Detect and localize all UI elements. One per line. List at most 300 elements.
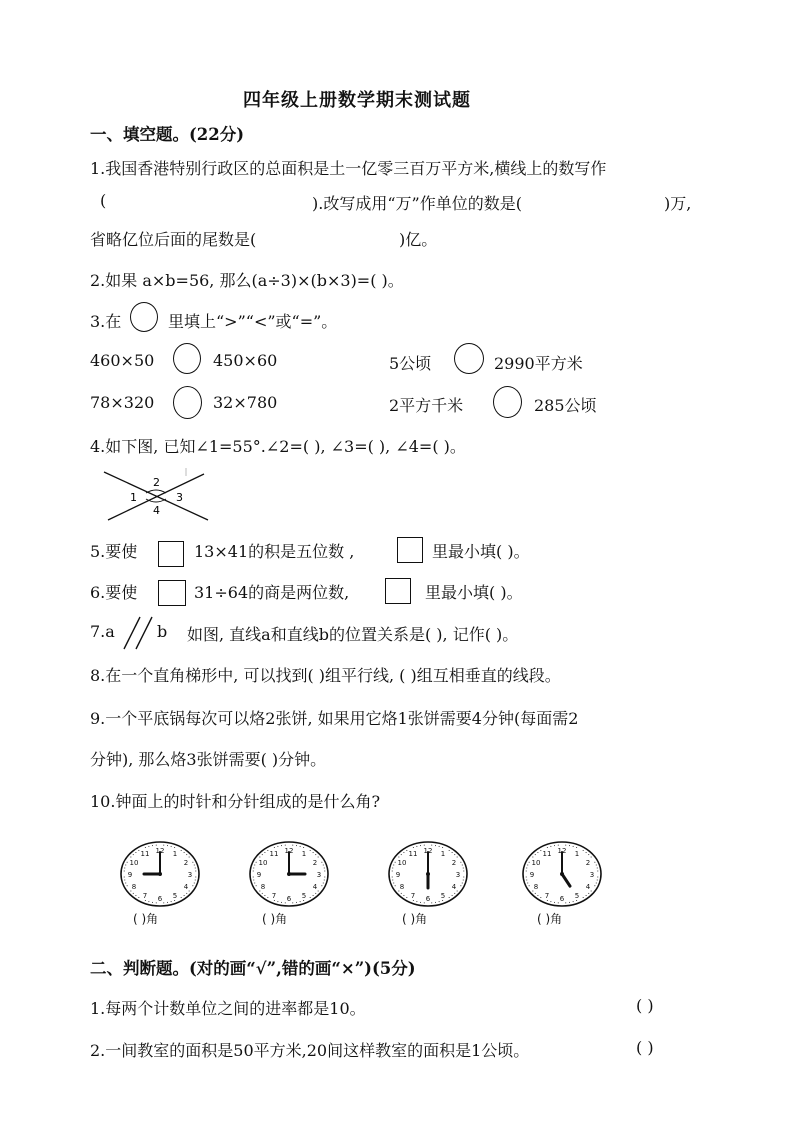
clock-tick (449, 850, 450, 851)
clock-numeral: 1 (440, 850, 446, 859)
clock-tick (431, 902, 432, 903)
clock-tick (439, 846, 440, 847)
question-4: 4.如下图, 已知∠1=55°.∠2=( ), ∠3=( ), ∠4=( )。 (90, 437, 466, 456)
clock-tick (296, 902, 297, 903)
clock-tick (254, 865, 255, 866)
clock-tick (277, 901, 278, 902)
question-6-prefix: 6.要使 (90, 583, 138, 602)
clock-tick (300, 846, 301, 847)
clock-tick (537, 895, 538, 896)
clock-tick (439, 901, 440, 902)
section-heading-fill-blanks: 一、填空题。(22分) (90, 125, 245, 144)
question-1-line-2: ).改写成用“万”作单位的数是( (312, 194, 522, 213)
clock-numeral: 9 (395, 871, 401, 879)
clock-tick (124, 880, 125, 881)
clock-tick (321, 862, 322, 863)
clock-tick (393, 865, 394, 866)
clock-tick (313, 852, 314, 853)
clock-numeral: 2 (585, 859, 591, 867)
clock-tick (138, 897, 139, 898)
clock-numeral: 6 (559, 895, 565, 903)
clock-tick (184, 895, 185, 896)
clock-tick (573, 846, 574, 847)
clock-tick (256, 862, 257, 863)
clock-tick (274, 847, 275, 848)
clock-numeral: 3 (187, 871, 193, 879)
clock-tick (310, 850, 311, 851)
question-7-a: 7.a (90, 622, 115, 641)
clock-tick (583, 897, 584, 898)
clock-tick (264, 852, 265, 853)
clock-tick (420, 902, 421, 903)
judge-item-1-answer[interactable]: ( ) (636, 996, 654, 1015)
clock-tick (392, 870, 393, 871)
question-5-middle: 13×41的积是五位数 , (194, 542, 355, 561)
question-8: 8.在一个直角梯形中, 可以找到( )组平行线, ( )组互相垂直的线段。 (90, 666, 561, 685)
clock-tick (442, 900, 443, 901)
clock-tick (310, 897, 311, 898)
clock-numeral: 9 (256, 871, 262, 879)
clock-tick (413, 847, 414, 848)
question-2: 2.如果 a×b=56, 那么(a÷3)×(b×3)=( )。 (90, 271, 404, 290)
compare-circle-example (130, 302, 158, 332)
clock-tick (537, 852, 538, 853)
clock-tick (195, 877, 196, 878)
clock-tick (431, 845, 432, 846)
clock-numeral: 2 (183, 859, 189, 867)
clock-row (0, 830, 794, 930)
clock-tick (463, 867, 464, 868)
clock-tick (535, 893, 536, 894)
clock-tick (532, 856, 533, 857)
clock-tick (124, 870, 125, 871)
clock-tick (554, 845, 555, 846)
question-6-suffix: 里最小填( )。 (425, 583, 523, 602)
clock-tick (181, 897, 182, 898)
clock-tick (526, 877, 527, 878)
clock-tick (547, 900, 548, 901)
question-10: 10.钟面上的时针和分针组成的是什么角? (90, 792, 381, 811)
judge-item-1: 1.每两个计数单位之间的进率都是10。 (90, 999, 366, 1018)
clock-numeral: 7 (271, 891, 277, 900)
clock-tick (532, 891, 533, 892)
clock-tick (594, 862, 595, 863)
clock-tick (460, 862, 461, 863)
clock-tick (130, 856, 131, 857)
compare-4-circle[interactable] (493, 386, 522, 418)
clock-center (287, 872, 291, 876)
parallel-lines-figure (122, 615, 156, 651)
clock-tick (424, 902, 425, 903)
question-7-b: b (157, 622, 168, 641)
clock-tick (323, 865, 324, 866)
clock-numeral: 3 (316, 871, 322, 879)
clock-tick (189, 856, 190, 857)
question-5-box-1[interactable] (158, 541, 184, 567)
clock-tick (416, 846, 417, 847)
clock-tick (324, 870, 325, 871)
clock-2-label: ( )角 (262, 912, 288, 926)
clock-numeral: 12 (284, 847, 294, 855)
clock-tick (300, 901, 301, 902)
clock-numeral: 7 (142, 891, 148, 900)
clock-tick (189, 891, 190, 892)
clock-numeral: 9 (529, 871, 535, 879)
clock-tick (285, 902, 286, 903)
clock-tick (535, 854, 536, 855)
clock-tick (315, 854, 316, 855)
clock-tick (406, 897, 407, 898)
clock-tick (591, 856, 592, 857)
compare-3-circle[interactable] (173, 386, 202, 419)
clock-tick (145, 847, 146, 848)
clock-1-label: ( )角 (133, 912, 159, 926)
clock-tick (576, 847, 577, 848)
clock-tick (281, 845, 282, 846)
clock-tick (594, 885, 595, 886)
angle-figure (100, 468, 220, 528)
clock-numeral: 12 (423, 847, 433, 855)
clock-tick (540, 850, 541, 851)
clock-tick (460, 885, 461, 886)
clock-tick (195, 870, 196, 871)
angle-label-4: 4 (153, 504, 160, 517)
question-6-box-1[interactable] (158, 580, 186, 606)
angle-label-2: 2 (153, 476, 160, 489)
clock-tick (462, 865, 463, 866)
clock-tick (597, 867, 598, 868)
clock-tick (133, 854, 134, 855)
clock-numeral: 4 (312, 883, 318, 891)
clock-numeral: 6 (286, 895, 292, 903)
clock-tick (267, 850, 268, 851)
clock-tick (323, 882, 324, 883)
clock-tick (285, 845, 286, 846)
question-5-box-2[interactable] (397, 537, 423, 563)
clock-tick (588, 854, 589, 855)
question-3-instruction: 里填上“>”“<”或“=”。 (168, 312, 338, 331)
compare-4-right: 285公顷 (534, 396, 597, 415)
clock-tick (148, 901, 149, 902)
clock-tick (194, 882, 195, 883)
clock-tick (413, 900, 414, 901)
clock-tick (186, 854, 187, 855)
clock-tick (163, 845, 164, 846)
clock-numeral: 7 (544, 891, 550, 900)
clock-tick (586, 895, 587, 896)
clock-4-label: ( )角 (537, 912, 563, 926)
clock-numeral: 11 (408, 850, 418, 859)
clock-numeral: 11 (140, 850, 150, 859)
clock-tick (124, 867, 125, 868)
clock-1 (117, 838, 203, 910)
clock-tick (253, 877, 254, 878)
clock-numeral: 6 (425, 895, 431, 903)
clock-tick (569, 845, 570, 846)
clock-tick (403, 895, 404, 896)
clock-tick (277, 846, 278, 847)
clock-tick (463, 870, 464, 871)
clock-tick (125, 865, 126, 866)
question-9-line-2: 分钟), 那么烙3张饼需要( )分钟。 (90, 750, 327, 769)
clock-2 (246, 838, 332, 910)
clock-tick (550, 846, 551, 847)
clock-tick (588, 893, 589, 894)
clock-tick (130, 891, 131, 892)
clock-tick (398, 891, 399, 892)
clock-numeral: 8 (399, 883, 405, 891)
clock-center (426, 872, 430, 876)
question-5-prefix: 5.要使 (90, 542, 138, 561)
question-3-prefix: 3.在 (90, 312, 122, 331)
question-9-line-1: 9.一个平底锅每次可以烙2张饼, 如果用它烙1张饼需要4分钟(每面需2 (90, 709, 579, 728)
clock-numeral: 8 (260, 883, 266, 891)
clock-tick (292, 902, 293, 903)
clock-tick (318, 891, 319, 892)
compare-3-right: 32×780 (213, 393, 278, 412)
clock-numeral: 6 (157, 895, 163, 903)
clock-tick (127, 885, 128, 886)
clock-tick (558, 845, 559, 846)
compare-1-right: 450×60 (213, 351, 278, 370)
question-1-line-1: 1.我国香港特别行政区的总面积是土一亿零三百万平方米,横线上的数写作 (90, 159, 607, 178)
clock-tick (527, 882, 528, 883)
judge-item-2-answer[interactable]: ( ) (636, 1038, 654, 1057)
clock-center (158, 872, 162, 876)
clock-tick (435, 845, 436, 846)
clock-tick (171, 846, 172, 847)
clock-tick (540, 897, 541, 898)
clock-numeral: 11 (269, 850, 279, 859)
clock-3-label: ( )角 (402, 912, 428, 926)
clock-tick (253, 880, 254, 881)
clock-tick (313, 895, 314, 896)
clock-tick (454, 893, 455, 894)
clock-tick (527, 865, 528, 866)
clock-tick (124, 877, 125, 878)
clock-numeral: 10 (397, 859, 407, 867)
clock-numeral: 1 (574, 850, 580, 859)
clock-numeral: 2 (312, 859, 318, 867)
clock-tick (573, 901, 574, 902)
angle-label-3: 3 (176, 491, 183, 504)
clock-tick (152, 902, 153, 903)
clock-tick (324, 877, 325, 878)
clock-tick (452, 852, 453, 853)
clock-tick (401, 854, 402, 855)
clock-tick (420, 845, 421, 846)
clock-tick (454, 854, 455, 855)
clock-tick (424, 845, 425, 846)
clock-tick (583, 850, 584, 851)
clock-tick (171, 901, 172, 902)
clock-numeral: 1 (301, 850, 307, 859)
clock-tick (303, 900, 304, 901)
clock-numeral: 10 (531, 859, 541, 867)
clock-tick (462, 882, 463, 883)
clock-tick (303, 847, 304, 848)
clock-tick (292, 845, 293, 846)
clock-tick (565, 902, 566, 903)
clock-tick (597, 870, 598, 871)
clock-tick (565, 845, 566, 846)
clock-tick (195, 880, 196, 881)
clock-tick (318, 856, 319, 857)
clock-tick (463, 877, 464, 878)
clock-numeral: 9 (127, 871, 133, 879)
clock-tick (256, 885, 257, 886)
clock-numeral: 12 (557, 847, 567, 855)
question-1-paren-open: ( (100, 191, 107, 210)
clock-tick (296, 845, 297, 846)
clock-center (560, 872, 564, 876)
clock-tick (133, 893, 134, 894)
clock-tick (392, 880, 393, 881)
clock-numeral: 10 (129, 859, 139, 867)
question-1-line-2-end: )万, (664, 194, 692, 213)
clock-tick (262, 854, 263, 855)
clock-numeral: 8 (533, 883, 539, 891)
clock-tick (167, 845, 168, 846)
clock-tick (253, 870, 254, 871)
clock-numeral: 8 (131, 883, 137, 891)
clock-numeral: 5 (574, 891, 580, 900)
question-1-line-3-end: )亿。 (399, 230, 438, 249)
clock-tick (393, 882, 394, 883)
question-7-text: 如图, 直线a和直线b的位置关系是( ), 记作( )。 (187, 625, 519, 644)
clock-tick (392, 867, 393, 868)
clock-tick (163, 902, 164, 903)
clock-tick (597, 880, 598, 881)
clock-numeral: 5 (440, 891, 446, 900)
clock-tick (586, 852, 587, 853)
clock-tick (174, 900, 175, 901)
clock-tick (442, 847, 443, 848)
clock-4 (519, 838, 605, 910)
clock-tick (321, 885, 322, 886)
clock-numeral: 7 (410, 891, 416, 900)
question-6-box-2[interactable] (385, 578, 411, 604)
clock-tick (253, 867, 254, 868)
compare-1-left: 460×50 (90, 351, 155, 370)
page-title: 四年级上册数学期末测试题 (243, 90, 471, 111)
clock-tick (526, 867, 527, 868)
clock-tick (392, 877, 393, 878)
clock-tick (152, 845, 153, 846)
clock-tick (192, 862, 193, 863)
clock-3 (385, 838, 471, 910)
question-1-line-3: 省略亿位后面的尾数是( (90, 230, 257, 249)
clock-numeral: 2 (451, 859, 457, 867)
clock-numeral: 3 (455, 871, 461, 879)
clock-tick (145, 900, 146, 901)
clock-tick (274, 900, 275, 901)
clock-numeral: 5 (172, 891, 178, 900)
clock-tick (416, 901, 417, 902)
clock-tick (156, 845, 157, 846)
angle-label-1: 1 (130, 491, 137, 504)
compare-2-left: 5公顷 (389, 354, 432, 373)
clock-tick (167, 902, 168, 903)
clock-tick (127, 862, 128, 863)
clock-tick (395, 885, 396, 886)
clock-tick (194, 865, 195, 866)
question-5-suffix: 里最小填( )。 (432, 542, 530, 561)
clock-tick (547, 847, 548, 848)
clock-tick (526, 870, 527, 871)
clock-tick (315, 893, 316, 894)
clock-tick (324, 867, 325, 868)
clock-tick (597, 877, 598, 878)
judge-item-2: 2.一间教室的面积是50平方米,20间这样教室的面积是1公顷。 (90, 1041, 530, 1060)
clock-numeral: 1 (172, 850, 178, 859)
clock-tick (267, 897, 268, 898)
clock-tick (138, 850, 139, 851)
clock-tick (435, 902, 436, 903)
compare-3-left: 78×320 (90, 393, 155, 412)
clock-tick (281, 902, 282, 903)
clock-tick (181, 850, 182, 851)
clock-tick (554, 902, 555, 903)
clock-numeral: 4 (585, 883, 591, 891)
clock-tick (457, 891, 458, 892)
clock-tick (596, 882, 597, 883)
clock-numeral: 3 (589, 871, 595, 879)
clock-tick (135, 895, 136, 896)
clock-tick (591, 891, 592, 892)
clock-tick (184, 852, 185, 853)
clock-tick (406, 850, 407, 851)
clock-tick (403, 852, 404, 853)
clock-tick (398, 856, 399, 857)
clock-tick (529, 862, 530, 863)
clock-tick (259, 856, 260, 857)
clock-numeral: 4 (183, 883, 189, 891)
clock-numeral: 4 (451, 883, 457, 891)
clock-tick (135, 852, 136, 853)
clock-tick (596, 865, 597, 866)
clock-tick (529, 885, 530, 886)
clock-tick (395, 862, 396, 863)
clock-tick (526, 880, 527, 881)
clock-tick (457, 856, 458, 857)
compare-1-circle[interactable] (173, 343, 201, 374)
clock-tick (324, 880, 325, 881)
clock-numeral: 11 (542, 850, 552, 859)
clock-tick (558, 902, 559, 903)
clock-tick (186, 893, 187, 894)
clock-tick (569, 902, 570, 903)
clock-tick (125, 882, 126, 883)
clock-tick (259, 891, 260, 892)
clock-tick (463, 880, 464, 881)
clock-numeral: 12 (155, 847, 165, 855)
section-heading-true-false: 二、判断题。(对的画“√”,错的画“×”)(5分) (90, 959, 416, 978)
clock-tick (576, 900, 577, 901)
clock-tick (262, 893, 263, 894)
clock-tick (449, 897, 450, 898)
clock-tick (550, 901, 551, 902)
clock-tick (254, 882, 255, 883)
question-6-middle: 31÷64的商是两位数, (194, 583, 350, 602)
compare-2-circle[interactable] (454, 343, 484, 374)
clock-tick (195, 867, 196, 868)
clock-tick (452, 895, 453, 896)
compare-2-right: 2990平方米 (494, 354, 583, 373)
compare-4-left: 2平方千米 (389, 396, 464, 415)
clock-tick (174, 847, 175, 848)
clock-tick (401, 893, 402, 894)
